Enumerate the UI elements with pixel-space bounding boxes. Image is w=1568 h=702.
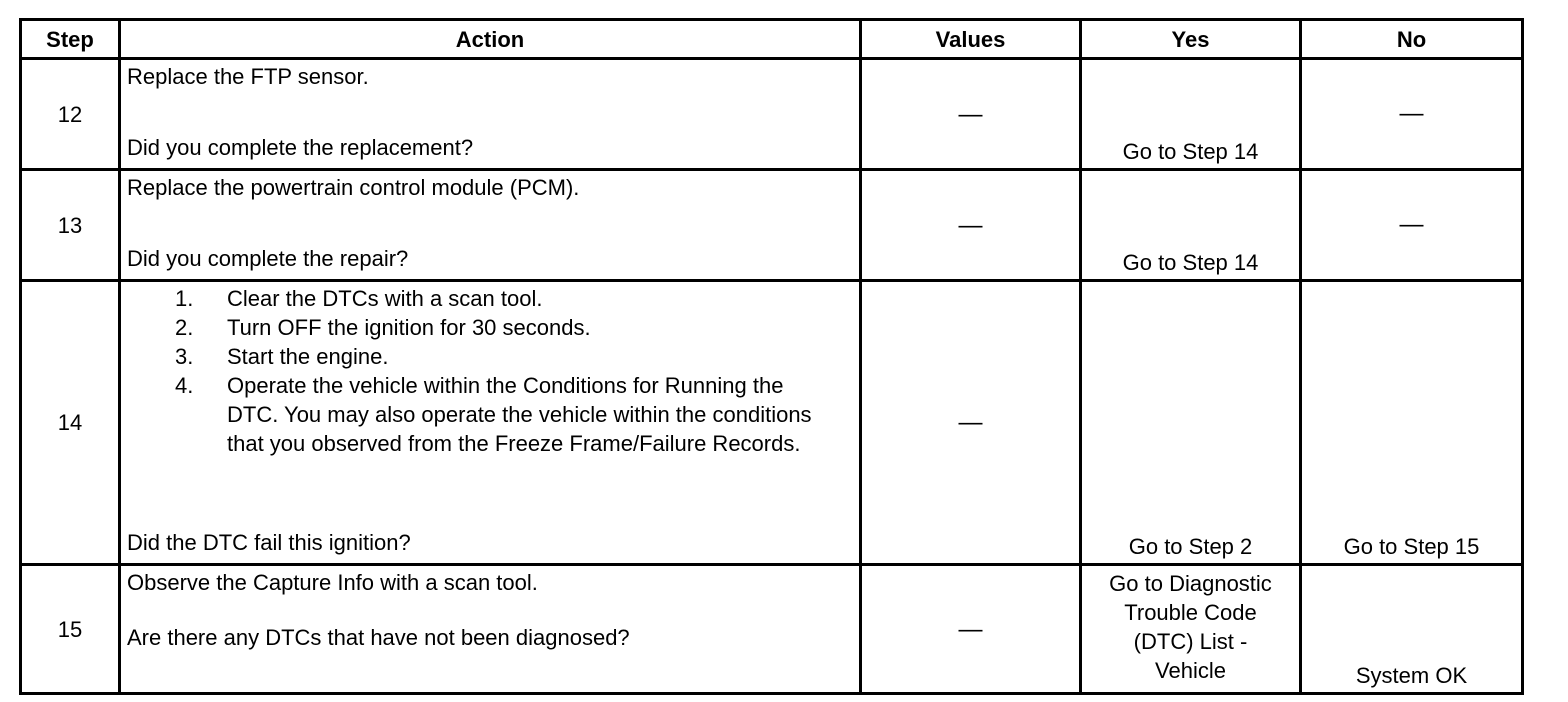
step-number: 12 — [21, 59, 120, 170]
action-cell — [120, 59, 861, 170]
list-number: 4. — [175, 373, 194, 398]
list-text: Clear the DTCs with a scan tool. — [227, 286, 543, 311]
no-cell: System OK — [1301, 565, 1523, 694]
action-instruction: Replace the FTP sensor. — [127, 64, 369, 89]
list-text: Start the engine. — [227, 344, 389, 369]
list-number: 3. — [175, 344, 194, 369]
step-number: 14 — [21, 281, 120, 565]
action-question: Did you complete the replacement? — [127, 135, 474, 160]
action-cell — [120, 281, 861, 565]
list-item — [175, 371, 853, 458]
list-item — [175, 342, 853, 371]
list-text: Turn OFF the ignition for 30 seconds. — [227, 315, 591, 340]
header-action: Action — [120, 20, 861, 59]
header-step: Step — [21, 20, 120, 59]
table-row — [21, 170, 1523, 281]
action-cell — [120, 565, 861, 694]
table-row — [21, 59, 1523, 170]
list-item — [175, 313, 853, 342]
no-cell: Go to Step 15 — [1301, 281, 1523, 565]
action-question: Are there any DTCs that have not been diagnosed? — [127, 625, 630, 650]
no-cell: — — [1301, 170, 1523, 281]
table-row — [21, 281, 1523, 565]
action-instruction: Replace the powertrain control module (PCM). — [127, 175, 580, 200]
list-number: 1. — [175, 286, 194, 311]
header-no: No — [1301, 20, 1523, 59]
header-yes: Yes — [1081, 20, 1301, 59]
list-item — [175, 284, 853, 313]
action-instruction: Observe the Capture Info with a scan tool. — [127, 570, 538, 595]
yes-cell: Go to Step 14 — [1081, 170, 1301, 281]
yes-cell: Go to Diagnostic Trouble Code (DTC) List - Vehicle — [1081, 565, 1301, 694]
yes-cell: Go to Step 14 — [1081, 59, 1301, 170]
values-cell: — — [861, 565, 1081, 694]
yes-cell: Go to Step 2 — [1081, 281, 1301, 565]
values-cell: — — [861, 170, 1081, 281]
action-steps-list — [127, 284, 853, 458]
no-cell: — — [1301, 59, 1523, 170]
action-question: Did the DTC fail this ignition? — [127, 530, 411, 555]
list-number: 2. — [175, 315, 194, 340]
header-values: Values — [861, 20, 1081, 59]
values-cell: — — [861, 281, 1081, 565]
table-row — [21, 565, 1523, 694]
header-row — [21, 20, 1523, 59]
action-cell — [120, 170, 861, 281]
step-number: 15 — [21, 565, 120, 694]
action-question: Did you complete the repair? — [127, 246, 409, 271]
list-text: Operate the vehicle within the Conditions for Running the DTC. You may also operate the vehicle within the conditions that you observed from the Freeze Frame/Failure Records. — [227, 373, 812, 456]
values-cell: — — [861, 59, 1081, 170]
diagnostic-table — [19, 18, 1524, 695]
step-number: 13 — [21, 170, 120, 281]
